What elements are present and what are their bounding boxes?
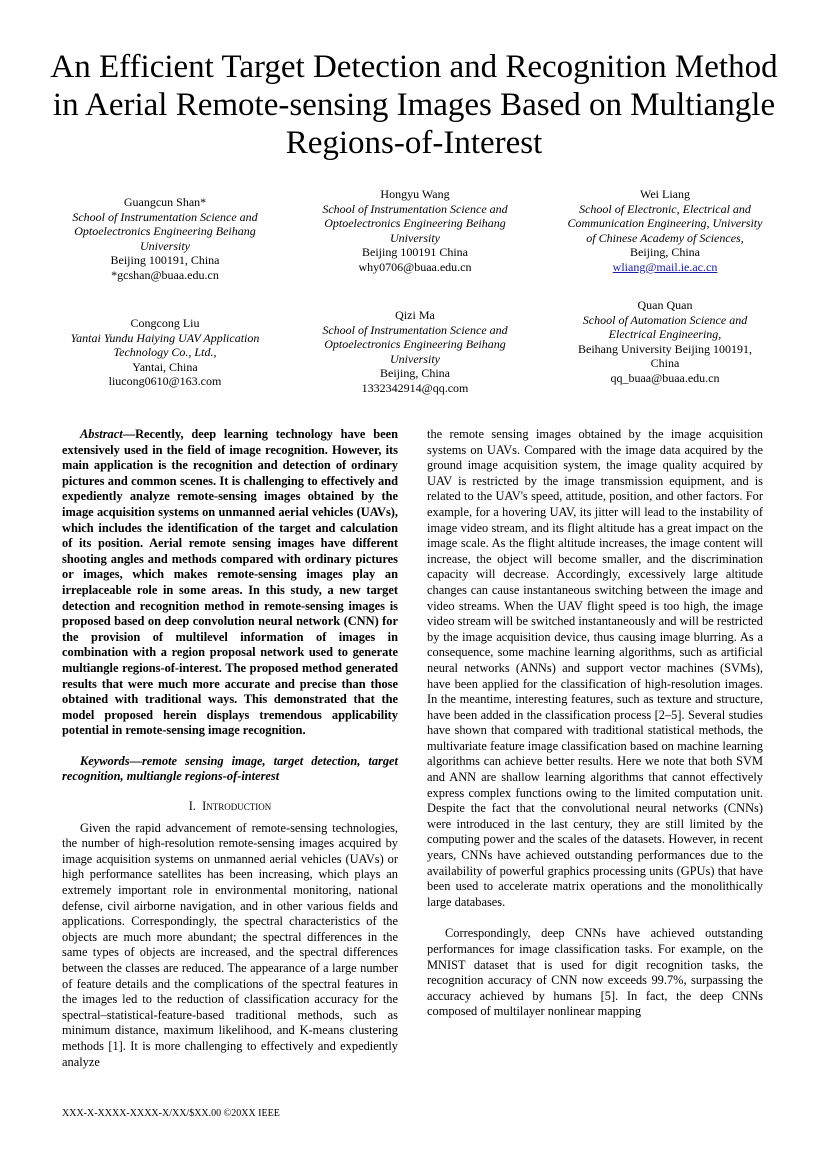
author-address: Yantai, China [132, 359, 198, 374]
author-name: Congcong Liu [130, 316, 200, 330]
author-email: liucong0610@163.com [108, 374, 222, 389]
author-affiliation: Yantai Yundu Haiying UAV Application Technology Co., Ltd., [70, 330, 260, 360]
author-block [310, 187, 520, 275]
author-affiliation: School of Instrumentation Science and Optoelectronics Engineering Beihang University [72, 209, 258, 253]
copyright-footer: XXX-X-XXXX-XXXX-X/XX/$XX.00 ©20XX IEEE [62, 1108, 280, 1119]
author-email: 1332342914@qq.com [361, 380, 469, 395]
body-paragraph: the remote sensing images obtained by the image acquisition systems on UAVs. Compared with the image data acquired by the ground image acquisition system, the image quality acquired by UAV is restricted by the image transmission equipment, and is related to the UAV's speed, attitude, position, and other factors. For example, for a hovering UAV, its jitter will lead to the instability of image video stream, and its flight altitude has a great impact on the image scale. As the flight altitude increases, the image content will increase, the object will become smaller, and the discrimination capacity will decrease. Accordingly, excessively large altitude changes can cause instantaneous switching between the image and video streams. When the UAV flight speed is too high, the image video stream will be switched instantaneously and will be restricted by the image acquisition device, thus causing image blurring. As a consequence, some machine learning algorithms, such as artificial neural networks (ANNs) and support vector machines (SVMs), have been applied for the classification of high-resolution images. In the meantime, interesting features, such as texture and structure, have been added in the classification process [2–5]. Several studies have shown that compared with traditional statistical methods, the multivariate feature image classification based on machine learning algorithms can achieve better results. Here we note that both SVM and ANN are shallow learning algorithms that cannot effectively express complex functions owing to the limited computation unit. Despite the fact that the convolutional neural networks (CNNs) were introduced in the last century, they are still limited by the computing power and the scales of the datasets. However, in recent years, CNNs have achieved outstanding performances due to the availability of powerful graphics processing units (GPUs) that have been used to accelerate matrix operations and the monolithically large databases. [427, 427, 763, 909]
author-block [565, 187, 765, 275]
author-affiliation: School of Electronic, Electrical and Communication Engineering, University of Chinese Academy of Sciences, [567, 201, 763, 245]
abstract-text: —Recently, deep learning technology have been extensively used in the field of image recognition. However, its main application is the recognition and detection of ordinary pictures and common scenes. It is challenging to effectively and expediently analyze remote-sensing images obtained by the image acquisition systems on unmanned aerial vehicles (UAVs), which includes the identification of the target and calculation of its position. Aerial remote sensing images have different shooting angles and methods compared with ordinary pictures or images, which makes remote-sensing images play an irreplaceable role in some areas. In this study, a new target detection and recognition method in remote-sensing images is proposed based on deep convolution neural network (CNN) for the provision of multilevel information of images in combination with a region proposal network used to generate multiangle regions-of-interest. The proposed method generated results that were much more accurate and precise than those obtained with traditional ways. This demonstrated that the model proposed herein displays tremendous applicability potential in remote-sensing image recognition. [62, 427, 398, 738]
right-column [427, 427, 763, 1020]
section-heading [62, 799, 398, 815]
author-address: Beijing, China [380, 366, 450, 381]
author-block [60, 195, 270, 283]
author-email: why0706@buaa.edu.cn [358, 259, 472, 274]
keywords: Keywords—remote sensing image, target detection, target recognition, multiangle regions-of-interest [62, 753, 398, 784]
author-affiliation: School of Instrumentation Science and Optoelectronics Engineering Beihang University [322, 322, 508, 366]
abstract-label: Abstract [80, 427, 123, 441]
author-email: qq_buaa@buaa.edu.cn [610, 370, 720, 385]
author-block [310, 308, 520, 396]
body-paragraph: Correspondingly, deep CNNs have achieved outstanding performances for image classification tasks. For example, on the MNIST dataset that is used for digit recognition tasks, the recognition accuracy of CNN now exceeds 99.7%, surpassing the accuracy achieved by humans [5]. In fact, the deep CNNs composed of multilayer nonlinear mapping [427, 926, 763, 1019]
author-address: Beijing 100191, China [110, 253, 220, 268]
author-name: Guangcun Shan* [123, 195, 207, 209]
author-affiliation: School of Instrumentation Science and Optoelectronics Engineering Beihang University [322, 201, 508, 245]
paper-title: An Efficient Target Detection and Recognition Method in Aerial Remote-sensing Images Based on Multiangle Regions-of-Interest [50, 49, 778, 161]
author-name: Hongyu Wang [380, 187, 450, 201]
abstract [62, 427, 398, 739]
author-address: Beijing, China [630, 245, 700, 260]
author-name: Qizi Ma [395, 308, 435, 322]
section-title: Introduction [202, 799, 272, 814]
left-column [62, 427, 398, 1070]
author-email-link[interactable] [565, 260, 765, 275]
author-address: Beihang University Beijing 100191, China [578, 341, 752, 371]
author-email: *gcshan@buaa.edu.cn [111, 267, 219, 282]
author-affiliation: School of Automation Science and Electrical Engineering, [582, 312, 748, 342]
author-name: Quan Quan [637, 298, 693, 312]
email-link[interactable]: wliang@mail.ie.ac.cn [612, 259, 718, 274]
author-address: Beijing 100191 China [362, 245, 468, 260]
body-paragraph: Given the rapid advancement of remote-sensing technologies, the number of high-resolution remote-sensing images acquired by image acquisition systems on unmanned aerial vehicles (UAVs) or high performance satellites has been increasing, which plays an extremely important role in environmental monitoring, national defense, civil airborne navigation, and in other various fields and applications. Correspondingly, the spectral characteristics of the objects are much more abundant; the spectral differences in the same types of objects are increased, and the spectral differences between the classes are reduced. The appearance of a large number of feature details and the complications of the spectral features in the images led to the reduction of classification accuracy for the spectral–statistical-feature-based traditional methods, such as minimum distance, maximum likelihood, and K-means clustering methods [1]. It is more challenging to effectively and expediently analyze [62, 820, 398, 1069]
section-number: I. [188, 799, 196, 814]
author-name: Wei Liang [639, 187, 690, 201]
author-block [60, 316, 270, 389]
author-block [565, 298, 765, 386]
